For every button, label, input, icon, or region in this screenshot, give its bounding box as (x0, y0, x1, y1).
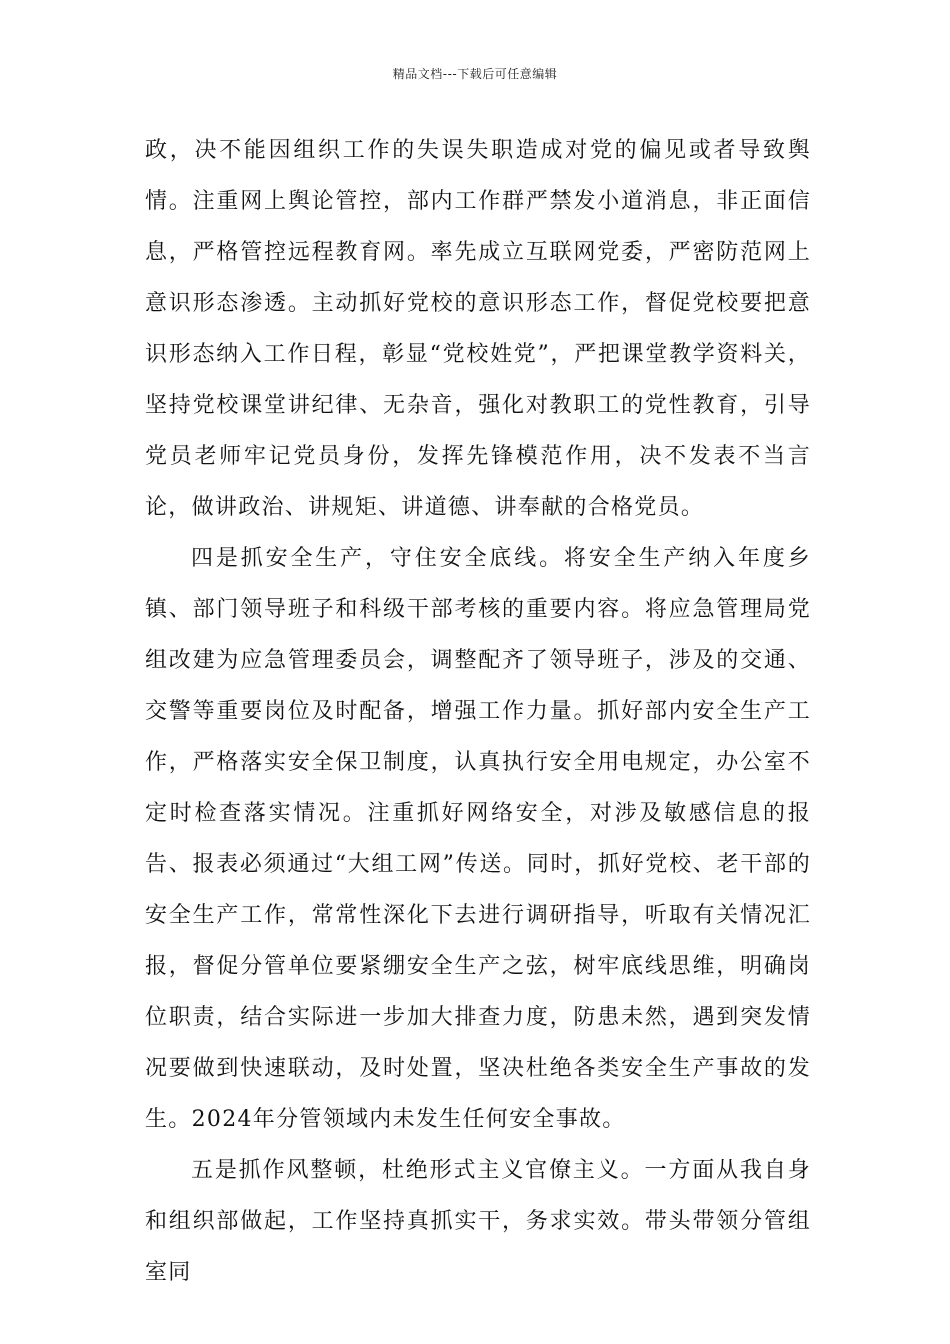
document-body (145, 125, 811, 1298)
paragraph-work-style: 五是抓作风整顿，杜绝形式主义官僚主义。一方面从我自身和组织部做起，工作坚持真抓实干，务求实效。带头带领分管组室同 (145, 1158, 811, 1285)
paragraph-continuation: 政，决不能因组织工作的失误失职造成对党的偏见或者导致舆情。注重网上舆论管控，部内工作群严禁发小道消息，非正面信息，严格管控远程教育网。率先成立互联网党委，严密防范网上意识形态渗透。主动抓好党校的意识形态工作，督促党校要把意识形态纳入工作日程，彰显“党校姓党”，严把课堂教学资料关，坚持党校课堂讲纪律、无杂音，强化对教职工的党性教育，引导党员老师牢记党员身份，发挥先锋模范作用，决不发表不当言论，做讲政治、讲规矩、讲道德、讲奉献的合格党员。 (145, 138, 811, 520)
paragraph-safety-production: 四是抓安全生产，守住安全底线。将安全生产纳入年度乡镇、部门领导班子和科级干部考核的重要内容。将应急管理局党组改建为应急管理委员会，调整配齐了领导班子，涉及的交通、交警等重要岗位及时配备，增强工作力量。抓好部内安全生产工作，严格落实安全保卫制度，认真执行安全用电规定，办公室不定时检查落实情况。注重抓好网络安全，对涉及敏感信息的报告、报表必须通过“大组工网”传送。同时，抓好党校、老干部的安全生产工作，常常性深化下去进行调研指导，听取有关情况汇报，督促分管单位要紧绷安全生产之弦，树牢底线思维，明确岗位职责，结合实际进一步加大排查力度，防患未然，遇到突发情况要做到快速联动，及时处置，坚决杜绝各类安全生产事故的发生。2024年分管领域内未发生任何安全事故。 (145, 546, 811, 1132)
page-header: 精品文档---下载后可任意编辑 (392, 67, 558, 81)
